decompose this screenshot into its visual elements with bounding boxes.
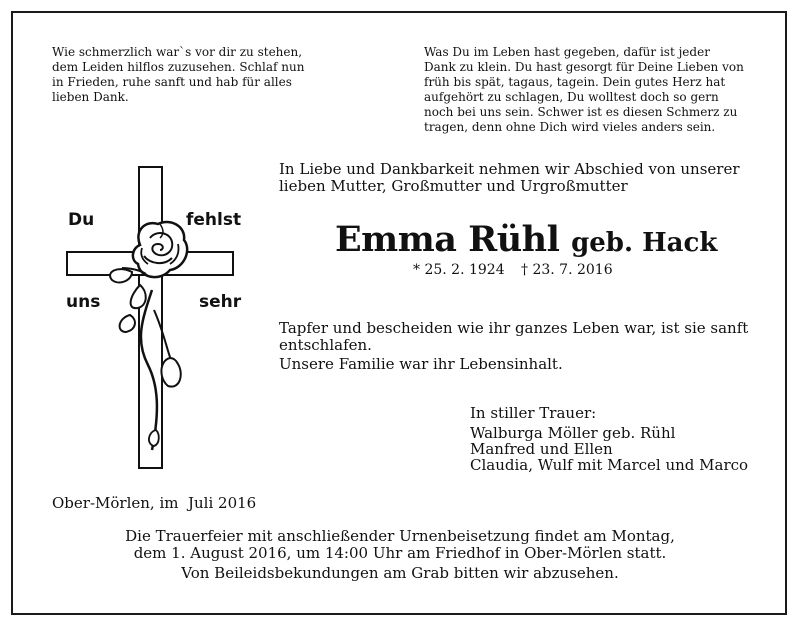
funeral-line-1: Die Trauerfeier mit anschließender Urnenbeisetzung findet am Montag, (125, 527, 675, 545)
poem-right (424, 45, 744, 135)
cross-with-rose-icon (60, 160, 250, 480)
tribute-line-2: entschlafen. (279, 336, 372, 354)
birth-date: * 25. 2. 1924 (413, 262, 505, 278)
poem-right-line: aufgehört zu schlagen, Du wolltest doch so gern (424, 90, 719, 104)
poem-left-line: Wie schmerzlich war`s vor dir zu stehen, (52, 45, 303, 59)
deceased-maiden-name: geb. Hack (571, 228, 718, 258)
mourner-name: Walburga Möller geb. Rühl (470, 424, 676, 442)
mourner-name: Manfred und Ellen (470, 440, 613, 458)
poem-left-line: dem Leiden hilflos zuzusehen. Schlaf nun (52, 60, 305, 74)
poem-left-line: in Frieden, ruhe sanft und hab für alles (52, 75, 292, 89)
mourner-name: Claudia, Wulf mit Marcel und Marco (470, 456, 749, 474)
poem-right-line: tragen, denn ohne Dich wird vieles anders sein. (424, 120, 716, 134)
place-date: Ober-Mörlen, im Juli 2016 (52, 494, 257, 512)
poem-left-line: lieben Dank. (52, 90, 129, 104)
cross-word-du: Du (68, 210, 95, 230)
funeral-line-2: dem 1. August 2016, um 14:00 Uhr am Friedhof in Ober-Mörlen statt. (133, 544, 667, 562)
poem-right-line: Was Du im Leben hast gegeben, dafür ist jeder (424, 45, 710, 59)
tribute-line-3: Unsere Familie war ihr Lebensinhalt. (279, 355, 563, 373)
deceased-name-heading (335, 220, 717, 263)
poem-left (52, 45, 304, 105)
intro-line-2: lieben Mutter, Großmutter und Urgroßmutter (279, 177, 628, 195)
deceased-name: Emma Rühl (335, 219, 560, 260)
tribute-line-1: Tapfer und bescheiden wie ihr ganzes Leben war, ist sie sanft (279, 319, 749, 337)
poem-right-line: Dank zu klein. Du hast gesorgt für Deine Lieben von (424, 60, 744, 74)
poem-right-line: noch bei uns sein. Schwer ist es diesen Schmerz zu (424, 105, 738, 119)
cross-word-fehlst: fehlst (186, 210, 242, 230)
funeral-line-3: Von Beileidsbekundungen am Grab bitten wir abzusehen. (181, 564, 619, 582)
cross-word-uns: uns (66, 292, 101, 312)
poem-right-line: früh bis spät, tagaus, tagein. Dein gutes Herz hat (424, 75, 726, 89)
mourners-heading: In stiller Trauer: (470, 404, 597, 422)
intro-line-1: In Liebe und Dankbarkeit nehmen wir Abschied von unserer (279, 160, 740, 178)
cross-word-sehr: sehr (199, 292, 242, 312)
death-date: † 23. 7. 2016 (521, 262, 613, 278)
